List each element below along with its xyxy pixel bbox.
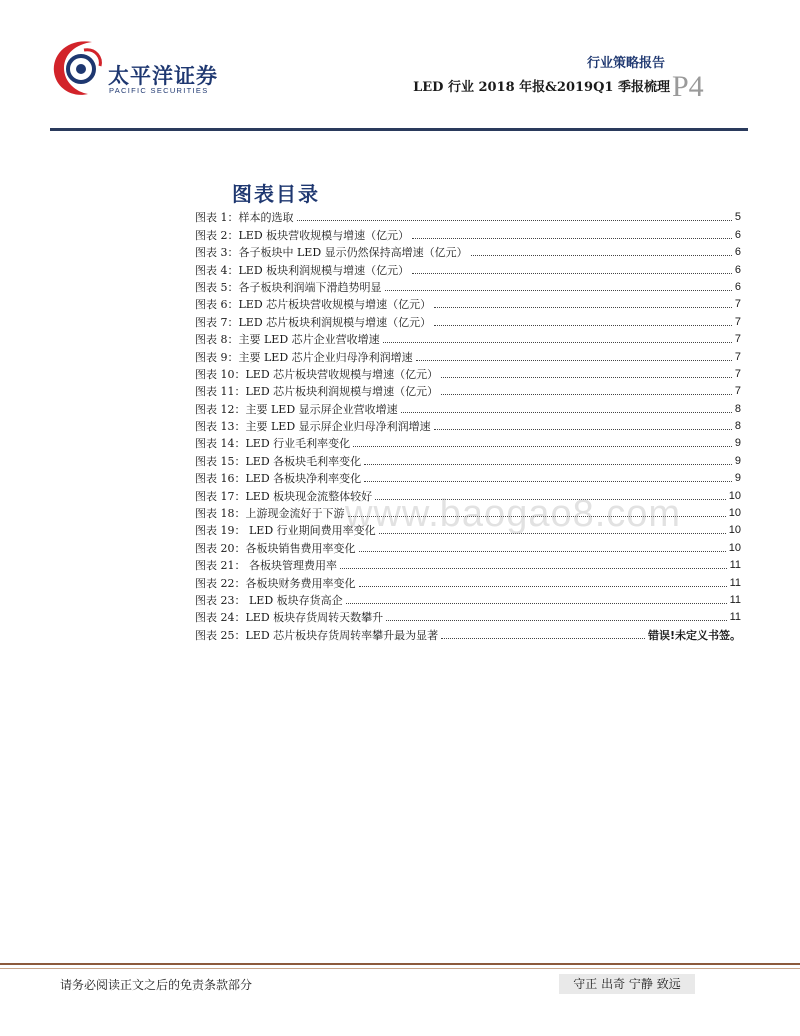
toc-entry-page: 7	[734, 333, 741, 346]
toc-list	[195, 208, 741, 643]
brand-name-cn: 太平洋证券	[108, 64, 218, 88]
toc-leader-dots	[364, 481, 732, 482]
toc-entry-label: 图表 9：主要 LED 芯片企业归母净利润增速	[195, 350, 413, 364]
toc-leader-dots	[441, 638, 645, 639]
toc-leader-dots	[441, 377, 732, 378]
toc-entry-label: 图表 21： 各板块管理费用率	[195, 559, 337, 573]
toc-entry-label: 图表 15：LED 各板块毛利率变化	[195, 454, 362, 468]
toc-leader-dots	[346, 603, 727, 604]
toc-entry[interactable]	[195, 295, 741, 312]
toc-entry[interactable]	[195, 591, 741, 608]
toc-entry-page: 11	[729, 611, 741, 624]
toc-entry-label: 图表 1：样本的选取	[195, 211, 294, 225]
toc-entry-page: 6	[734, 228, 741, 241]
page-number: P4	[672, 70, 704, 103]
toc-leader-dots	[471, 255, 732, 256]
footer-disclaimer: 请务必阅读正文之后的免责条款部分	[60, 978, 253, 992]
toc-leader-dots	[441, 394, 732, 395]
toc-entry[interactable]	[195, 538, 741, 555]
toc-entry[interactable]	[195, 625, 741, 642]
toc-leader-dots	[364, 464, 732, 465]
toc-entry-label: 图表 8：主要 LED 芯片企业营收增速	[195, 333, 380, 347]
toc-leader-dots	[340, 568, 727, 569]
toc-entry[interactable]	[195, 434, 741, 451]
toc-entry-page: 错误!未定义书签。	[647, 628, 741, 642]
toc-entry-label: 图表 12：主要 LED 显示屏企业营收增速	[195, 402, 398, 416]
watermark: www.baogao8.com	[345, 493, 682, 535]
toc-entry-label: 图表 16：LED 各板块净利率变化	[195, 472, 362, 486]
toc-entry[interactable]	[195, 451, 741, 468]
toc-entry-label: 图表 18：上游现金流好于下游	[195, 507, 345, 521]
toc-entry-label: 图表 11：LED 芯片板块利润规模与增速（亿元）	[195, 385, 439, 399]
footer-divider	[0, 963, 800, 965]
toc-leader-dots	[297, 220, 732, 221]
company-logo	[48, 36, 228, 106]
toc-entry[interactable]	[195, 347, 741, 364]
toc-leader-dots	[401, 412, 732, 413]
toc-entry[interactable]	[195, 417, 741, 434]
toc-entry[interactable]	[195, 225, 741, 242]
toc-entry-label: 图表 6：LED 芯片板块营收规模与增速（亿元）	[195, 298, 432, 312]
toc-leader-dots	[416, 360, 732, 361]
toc-leader-dots	[386, 620, 726, 621]
toc-entry-label: 图表 20：各板块销售费用率变化	[195, 541, 356, 555]
toc-entry-label: 图表 17：LED 板块现金流整体较好	[195, 489, 373, 503]
toc-entry[interactable]	[195, 382, 741, 399]
toc-entry-page: 8	[734, 420, 741, 433]
toc-entry[interactable]	[195, 469, 741, 486]
toc-leader-dots	[385, 290, 732, 291]
toc-entry-label: 图表 24：LED 板块存货周转天数攀升	[195, 611, 384, 625]
toc-entry-page: 10	[728, 524, 741, 537]
toc-leader-dots	[434, 325, 732, 326]
toc-entry[interactable]	[195, 243, 741, 260]
toc-heading: 图表目录	[232, 182, 320, 206]
toc-entry-page: 9	[734, 472, 741, 485]
toc-entry-label: 图表 10：LED 芯片板块营收规模与增速（亿元）	[195, 367, 439, 381]
toc-entry-page: 7	[734, 367, 741, 380]
toc-entry[interactable]	[195, 208, 741, 225]
toc-leader-dots	[359, 551, 726, 552]
toc-entry-page: 11	[729, 559, 741, 572]
toc-entry-page: 6	[734, 280, 741, 293]
toc-entry-page: 7	[734, 385, 741, 398]
toc-leader-dots	[412, 238, 732, 239]
toc-entry-label: 图表 14：LED 行业毛利率变化	[195, 437, 351, 451]
toc-entry-page: 9	[734, 454, 741, 467]
toc-entry[interactable]	[195, 399, 741, 416]
toc-entry-page: 10	[728, 507, 741, 520]
pacific-securities-logo-icon	[48, 36, 106, 100]
footer-divider-thin	[0, 968, 800, 969]
toc-entry-label: 图表 22：各板块财务费用率变化	[195, 576, 356, 590]
toc-entry-label: 图表 2：LED 板块营收规模与增速（亿元）	[195, 228, 410, 242]
report-title: LED 行业 2018 年报&2019Q1 季报梳理	[413, 80, 670, 95]
toc-entry-page: 6	[734, 263, 741, 276]
toc-entry-page: 5	[734, 211, 741, 224]
toc-entry-label: 图表 7：LED 芯片板块利润规模与增速（亿元）	[195, 315, 432, 329]
toc-entry-page: 10	[728, 489, 741, 502]
toc-entry[interactable]	[195, 573, 741, 590]
toc-leader-dots	[353, 446, 732, 447]
toc-entry-page: 10	[728, 541, 741, 554]
toc-entry-page: 11	[729, 593, 741, 606]
toc-entry-label: 图表 23： LED 板块存货高企	[195, 593, 343, 607]
toc-entry-label: 图表 5：各子板块利润端下滑趋势明显	[195, 280, 382, 294]
header-divider	[50, 128, 748, 131]
toc-entry[interactable]	[195, 312, 741, 329]
toc-entry[interactable]	[195, 365, 741, 382]
brand-name-en: PACIFIC SECURITIES	[109, 86, 209, 95]
toc-leader-dots	[434, 429, 732, 430]
toc-entry[interactable]	[195, 608, 741, 625]
toc-leader-dots	[434, 307, 732, 308]
footer-motto: 守正 出奇 宁静 致远	[559, 974, 695, 994]
toc-entry-label: 图表 25：LED 芯片板块存货周转率攀升最为显著	[195, 628, 439, 642]
toc-entry-page: 7	[734, 350, 741, 363]
toc-entry-page: 7	[734, 298, 741, 311]
toc-entry-page: 7	[734, 315, 741, 328]
toc-entry-label: 图表 13：主要 LED 显示屏企业归母净利润增速	[195, 420, 431, 434]
toc-entry-label: 图表 4：LED 板块利润规模与增速（亿元）	[195, 263, 410, 277]
toc-entry[interactable]	[195, 278, 741, 295]
toc-entry[interactable]	[195, 556, 741, 573]
toc-entry-label: 图表 3：各子板块中 LED 显示仍然保持高增速（亿元）	[195, 246, 468, 260]
toc-leader-dots	[359, 586, 727, 587]
report-type: 行业策略报告	[586, 56, 665, 71]
toc-entry[interactable]	[195, 260, 741, 277]
toc-entry-page: 11	[729, 576, 741, 589]
toc-entry[interactable]	[195, 330, 741, 347]
toc-leader-dots	[383, 342, 732, 343]
toc-entry-page: 9	[734, 437, 741, 450]
toc-leader-dots	[412, 273, 732, 274]
toc-entry-page: 6	[734, 246, 741, 259]
toc-entry-page: 8	[734, 402, 741, 415]
toc-entry-label: 图表 19： LED 行业期间费用率变化	[195, 524, 376, 538]
